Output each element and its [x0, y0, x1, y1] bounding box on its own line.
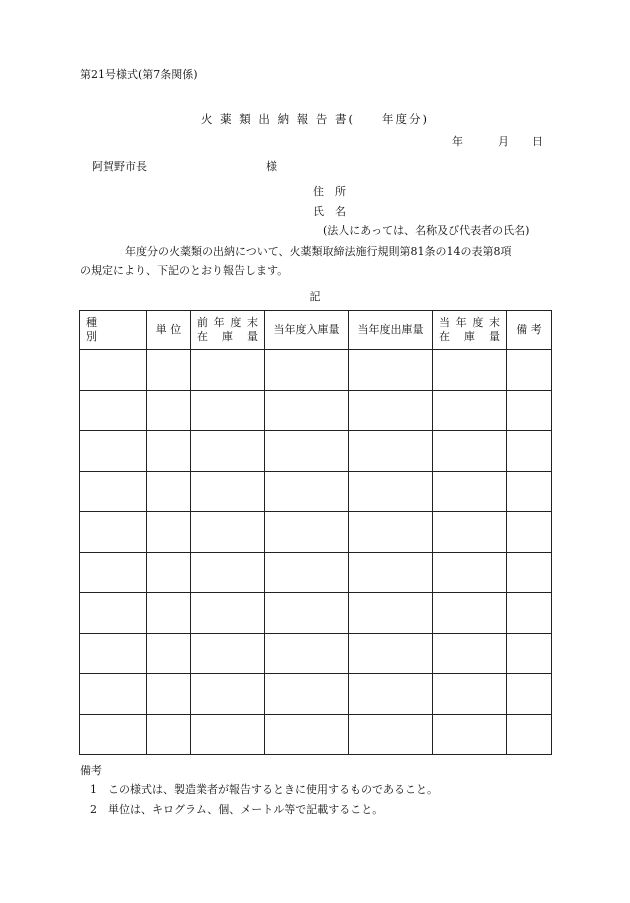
body-text-line2: の規定により、下記のとおり報告します。: [80, 264, 289, 277]
table-row: [80, 552, 552, 593]
table-cell[interactable]: [433, 390, 507, 431]
table-cell[interactable]: [265, 471, 349, 512]
table-cell[interactable]: [191, 350, 265, 391]
header-unit: 単 位: [147, 311, 191, 350]
table-cell[interactable]: [507, 593, 552, 634]
table-cell[interactable]: [265, 350, 349, 391]
table-cell[interactable]: [80, 390, 147, 431]
table-cell[interactable]: [265, 431, 349, 472]
table-cell[interactable]: [147, 350, 191, 391]
table-cell[interactable]: [265, 593, 349, 634]
table-cell[interactable]: [507, 674, 552, 715]
table-cell[interactable]: [80, 471, 147, 512]
table-cell[interactable]: [191, 593, 265, 634]
table-cell[interactable]: [507, 714, 552, 755]
table-cell[interactable]: [433, 512, 507, 553]
table-cell[interactable]: [147, 674, 191, 715]
table-cell[interactable]: [433, 431, 507, 472]
table-cell[interactable]: [191, 674, 265, 715]
table-row: [80, 512, 552, 553]
table-cell[interactable]: [265, 714, 349, 755]
date-line: [452, 135, 543, 149]
table-cell[interactable]: [433, 350, 507, 391]
table-cell[interactable]: [147, 512, 191, 553]
table-cell[interactable]: [433, 593, 507, 634]
table-cell[interactable]: [80, 674, 147, 715]
table-cell[interactable]: [433, 633, 507, 674]
table-cell[interactable]: [147, 390, 191, 431]
table-cell[interactable]: [191, 633, 265, 674]
table-cell[interactable]: [80, 552, 147, 593]
table-row: [80, 674, 552, 715]
table-cell[interactable]: [80, 714, 147, 755]
table-cell[interactable]: [80, 593, 147, 634]
table-cell[interactable]: [507, 350, 552, 391]
form-number: 第21号様式(第7条関係): [80, 68, 198, 81]
table-cell[interactable]: [80, 512, 147, 553]
table-cell[interactable]: [349, 471, 433, 512]
table-cell[interactable]: [433, 552, 507, 593]
table-cell[interactable]: [147, 633, 191, 674]
table-row: [80, 350, 552, 391]
table-cell[interactable]: [349, 512, 433, 553]
date-month: 月: [498, 135, 509, 148]
table-cell[interactable]: [349, 593, 433, 634]
corporate-note: (法人にあっては、名称及び代表者の氏名): [323, 224, 530, 237]
table-header-row: [80, 311, 552, 350]
table-cell[interactable]: [265, 512, 349, 553]
document-title: 火 薬 類 出 納 報 告 書( 年度分): [200, 112, 430, 126]
table-cell[interactable]: [507, 390, 552, 431]
date-day: 日: [532, 135, 543, 148]
table-cell[interactable]: [265, 633, 349, 674]
table-cell[interactable]: [349, 390, 433, 431]
table-cell[interactable]: [433, 674, 507, 715]
ki-heading: 記: [309, 290, 321, 303]
header-remarks: 備 考: [507, 311, 552, 350]
table-cell[interactable]: [80, 633, 147, 674]
table-cell[interactable]: [433, 471, 507, 512]
header-current-issues: 当年度出庫量: [349, 311, 433, 350]
table-cell[interactable]: [191, 471, 265, 512]
table-cell[interactable]: [191, 431, 265, 472]
table-cell[interactable]: [349, 714, 433, 755]
date-year: 年: [452, 135, 463, 148]
table-cell[interactable]: [507, 512, 552, 553]
table-cell[interactable]: [147, 714, 191, 755]
note-item: 1 この様式は、製造業者が報告するときに使用するものであること。: [90, 783, 438, 796]
table-cell[interactable]: [507, 471, 552, 512]
table-row: [80, 633, 552, 674]
header-current-receipts: 当年度入庫量: [265, 311, 349, 350]
table-cell[interactable]: [147, 471, 191, 512]
table-cell[interactable]: [507, 431, 552, 472]
report-table: [79, 310, 552, 755]
table-cell[interactable]: [349, 552, 433, 593]
addressee: 阿賀野市長: [92, 160, 147, 173]
notes-heading: 備考: [80, 764, 102, 777]
table-row: [80, 471, 552, 512]
table-cell[interactable]: [265, 674, 349, 715]
table-cell[interactable]: [507, 633, 552, 674]
table-cell[interactable]: [349, 633, 433, 674]
header-type: 種 別: [80, 311, 147, 350]
table-cell[interactable]: [349, 350, 433, 391]
table-cell[interactable]: [433, 714, 507, 755]
table-cell[interactable]: [191, 512, 265, 553]
honorific: 様: [266, 160, 277, 173]
table-cell[interactable]: [147, 593, 191, 634]
table-cell[interactable]: [349, 674, 433, 715]
table-cell[interactable]: [265, 390, 349, 431]
table-cell[interactable]: [191, 714, 265, 755]
table-cell[interactable]: [191, 390, 265, 431]
table-row: [80, 714, 552, 755]
header-current-year-stock: 当 年 度 末 在 庫 量: [433, 311, 507, 350]
table-row: [80, 593, 552, 634]
table-cell[interactable]: [80, 431, 147, 472]
table-cell[interactable]: [147, 552, 191, 593]
table-cell[interactable]: [507, 552, 552, 593]
name-label: 氏 名: [313, 205, 346, 218]
table-cell[interactable]: [191, 552, 265, 593]
table-body: [80, 350, 552, 755]
address-label: 住 所: [313, 185, 346, 198]
table-row: [80, 431, 552, 472]
note-item: 2 単位は、キログラム、個、メートル等で記載すること。: [90, 803, 384, 816]
header-prev-year-stock: 前 年 度 末 在 庫 量: [191, 311, 265, 350]
table-cell[interactable]: [147, 431, 191, 472]
body-text-line1: 年度分の火薬類の出納について、火薬類取締法施行規則第81条の14の表第8項: [125, 245, 512, 258]
table-row: [80, 390, 552, 431]
table-cell[interactable]: [349, 431, 433, 472]
table-cell[interactable]: [265, 552, 349, 593]
table-cell[interactable]: [80, 350, 147, 391]
